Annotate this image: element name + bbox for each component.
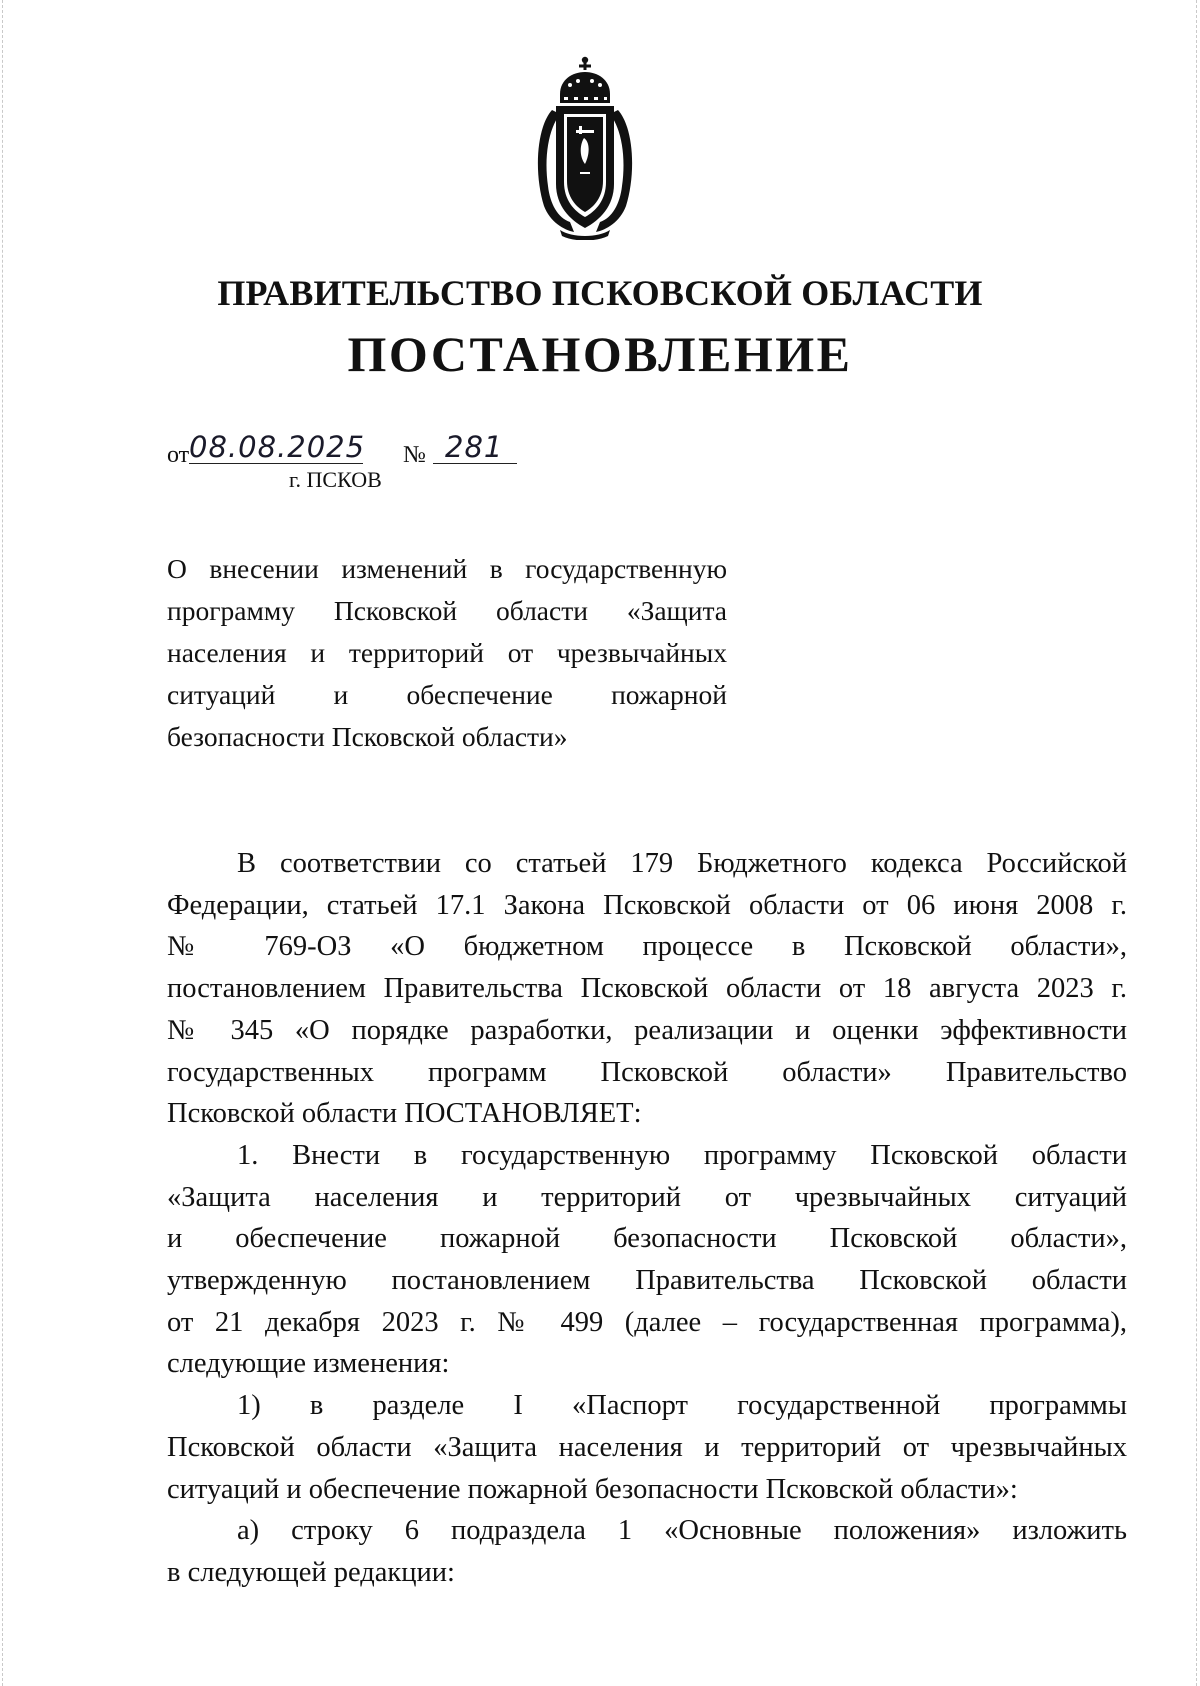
document-subject: [167, 548, 727, 758]
document-type: ПОСТАНОВЛЕНИЕ: [347, 326, 853, 382]
body-line: постановлением Правительства Псковской области от 18 августа 2023 г.: [167, 973, 1127, 1005]
subject-line: населения и территорий от чрезвычайных: [167, 637, 727, 668]
body-line: 1. Внести в государственную программу Псковской области: [237, 1139, 1127, 1171]
number-prefix: №: [403, 442, 426, 468]
body-line: В соответствии со статьей 179 Бюджетного кодекса Российской: [237, 848, 1127, 879]
body-line: Псковской области «Защита населения и территорий от чрезвычайных: [167, 1431, 1127, 1463]
number-underline: [433, 463, 517, 464]
body-line: 1) в разделе I «Паспорт государственной программы: [237, 1390, 1127, 1422]
subject-line: ситуаций и обеспечение пожарной: [167, 679, 727, 710]
city-label: г. ПСКОВ: [289, 467, 382, 492]
handwritten-date: 08.08.2025: [189, 430, 366, 464]
document-body: [167, 843, 1127, 1594]
body-line: государственных программ Псковской области» Правительство: [167, 1056, 1127, 1088]
date-prefix: от: [167, 442, 190, 468]
body-line: Псковской области ПОСТАНОВЛЯЕТ:: [167, 1098, 642, 1130]
body-line: следующие изменения:: [167, 1348, 450, 1380]
body-line: от 21 декабря 2023 г. № 499 (далее – государственная программа),: [167, 1306, 1127, 1338]
coat-of-arms-emblem: [530, 54, 640, 240]
scan-edge-right: [1194, 0, 1197, 1686]
body-line: утвержденную постановлением Правительства Псковской области: [167, 1265, 1127, 1297]
subject-line: О внесении изменений в государственную: [167, 553, 727, 584]
handwritten-number: 281: [445, 430, 504, 464]
body-line: и обеспечение пожарной безопасности Псковской области»,: [167, 1223, 1127, 1255]
date-underline: [189, 463, 363, 464]
subject-line: безопасности Псковской области»: [167, 721, 568, 752]
body-line: № 769-ОЗ «О бюджетном процессе в Псковской области»,: [167, 931, 1127, 963]
government-title: ПРАВИТЕЛЬСТВО ПСКОВСКОЙ ОБЛАСТИ: [217, 273, 983, 313]
scan-edge-left: [2, 0, 5, 1686]
body-line: № 345 «О порядке разработки, реализации и оценки эффективности: [167, 1014, 1127, 1046]
body-line: Федерации, статьей 17.1 Закона Псковской области от 06 июня 2008 г.: [167, 889, 1127, 921]
body-line: в следующей редакции:: [167, 1556, 455, 1588]
body-line: «Защита населения и территорий от чрезвычайных ситуаций: [167, 1181, 1127, 1213]
body-line: а) строку 6 подраздела 1 «Основные положения» изложить: [237, 1515, 1127, 1547]
subject-line: программу Псковской области «Защита: [167, 595, 727, 626]
body-line: ситуаций и обеспечение пожарной безопасности Псковской области»:: [167, 1473, 1018, 1505]
